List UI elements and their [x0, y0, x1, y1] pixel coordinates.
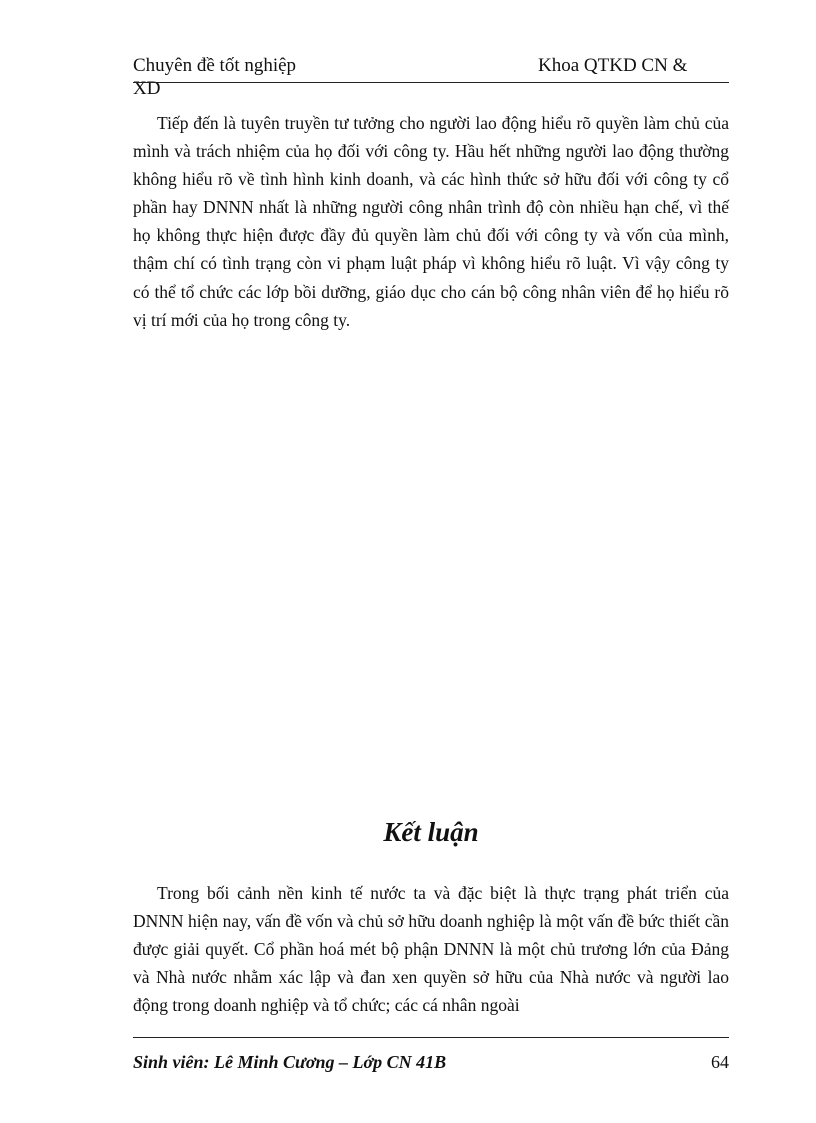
section-title-conclusion: Kết luận	[383, 817, 479, 847]
body-paragraph-1: Tiếp đến là tuyên truyền tư tưởng cho người lao động hiểu rõ quyền làm chủ của mình và trách nhiệm của họ đối với công ty. Hầu hết những người lao động thường không hiểu rõ về tình hình kinh doanh, và các hình thức sở hữu đối với công ty cổ phần hay DNNN nhất là những người công nhân trình độ còn nhiều hạn chế, vì thế họ không thực hiện được đầy đủ quyền làm chủ đối với công ty và vốn của mình, thậm chí có tình trạng còn vi phạm luật pháp vì không hiểu rõ luật. Vì vậy công ty có thể tổ chức các lớp bồi dưỡng, giáo dục cho cán bộ công nhân viên để họ hiểu rõ vị trí mới của họ trong công ty.	[133, 113, 729, 330]
footer-student-info: Sinh viên: Lê Minh Cương – Lớp CN 41B	[133, 1052, 447, 1072]
body-paragraph-2: Trong bối cảnh nền kinh tế nước ta và đặc biệt là thực trạng phát triển của DNNN hiện nay, vấn đề vốn và chủ sở hữu doanh nghiệp là một vấn đề bức thiết cần được giải quyết. Cổ phần hoá mét bộ phận DNNN là một chủ trương lớn của Đảng và Nhà nước nhằm xác lập và đan xen quyền sở hữu của Nhà nước và người lao động trong doanh nghiệp và tổ chức; các cá nhân ngoài	[133, 883, 729, 1016]
header-divider	[133, 82, 729, 83]
footer-divider	[133, 1037, 729, 1038]
header-course-title: Chuyên đề tốt nghiệp	[133, 55, 297, 76]
page-number: 64	[711, 1052, 729, 1072]
header-faculty-continued: XD	[133, 78, 161, 99]
header-faculty: Khoa QTKD CN &	[538, 55, 688, 76]
